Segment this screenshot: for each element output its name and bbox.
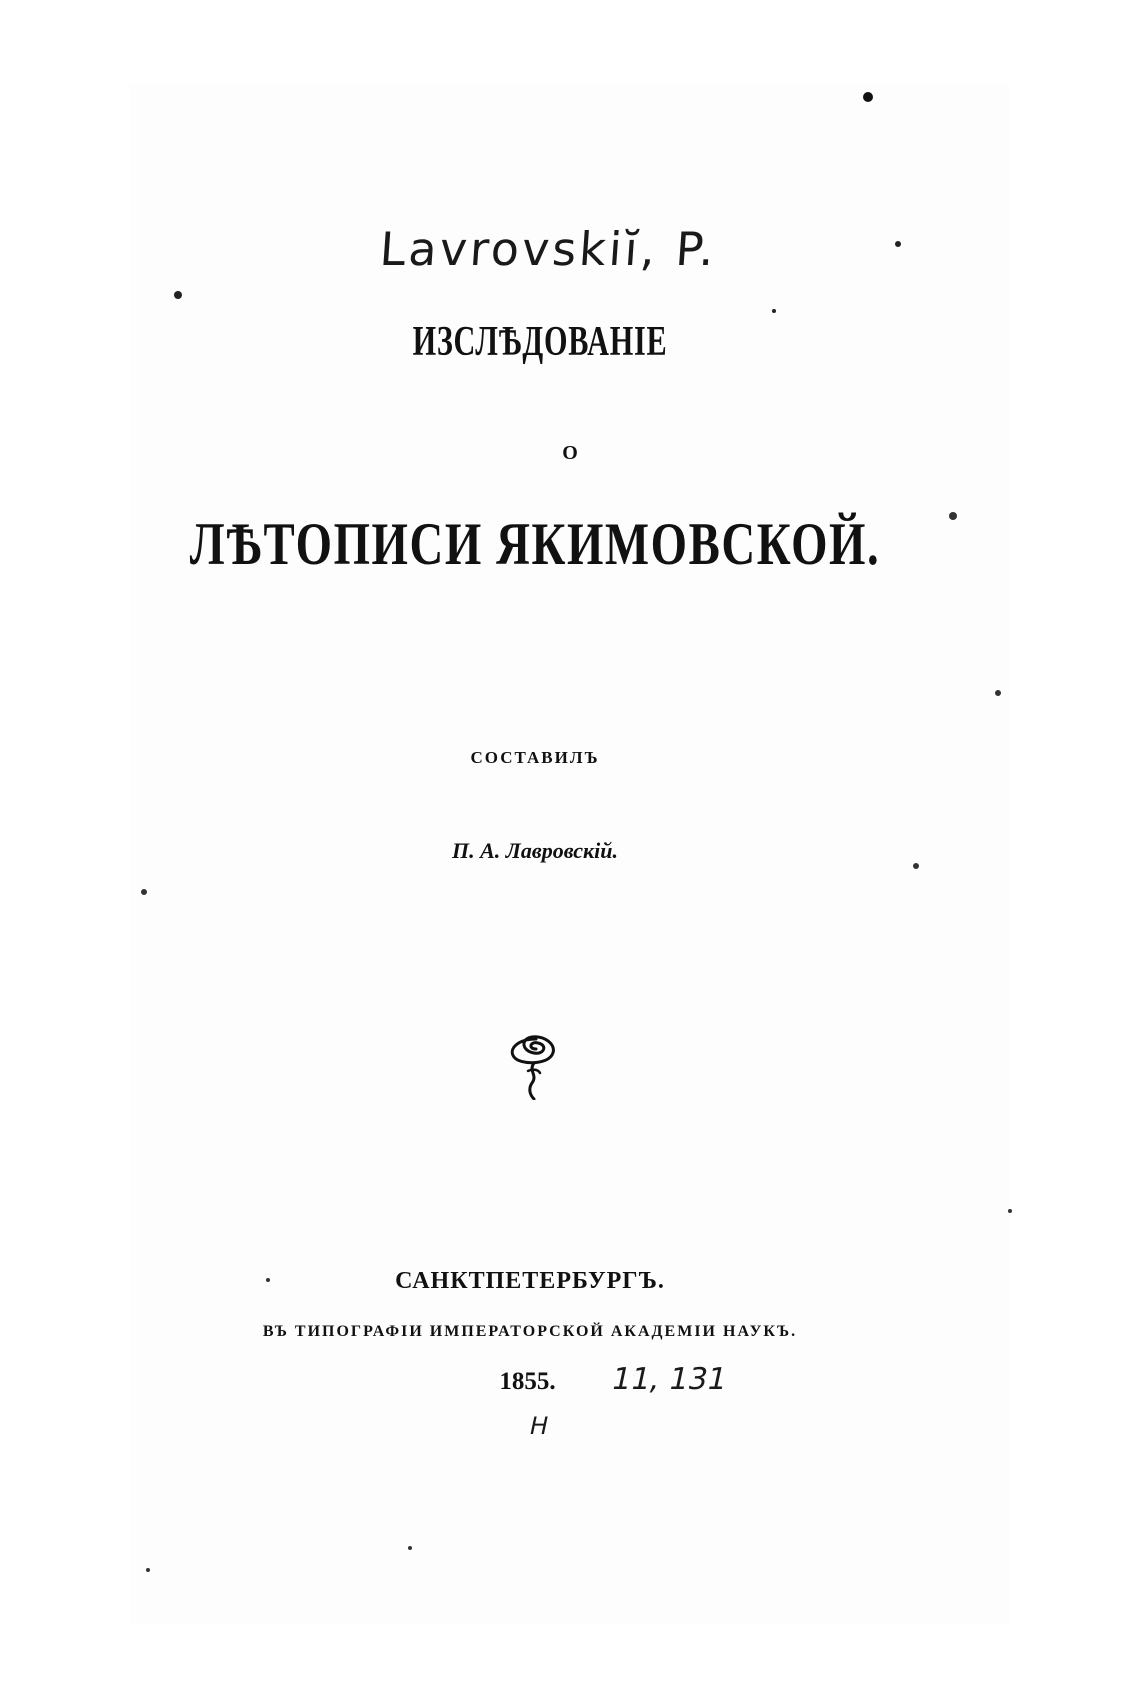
compiled-by-label: СОСТАВИЛЪ [470, 748, 600, 767]
handwritten-author-note: Lavrovskiĭ, P. [378, 222, 719, 276]
printers-flourish-ornament-icon [498, 1025, 573, 1100]
title-line-1: ИЗСЛѢДОВАНІЕ [412, 319, 668, 365]
handwritten-shelf-mark-2: H [527, 1412, 552, 1440]
title-preposition: О [562, 442, 578, 464]
imprint-city: САНКТПЕТЕРБУРГЪ. [395, 1268, 665, 1294]
imprint-press: ВЪ ТИПОГРАФІИ ИМПЕРАТОРСКОЙ АКАДЕМІИ НАУКЪ. [262, 1323, 798, 1340]
imprint-year: 1855. [499, 1368, 556, 1395]
title-line-2: ЛѢТОПИСИ ЯКИМОВСКОЙ. [189, 511, 881, 577]
author-name: П. А. Лавровскій. [451, 838, 618, 863]
handwritten-shelf-mark: 11, 131 [608, 1362, 731, 1397]
